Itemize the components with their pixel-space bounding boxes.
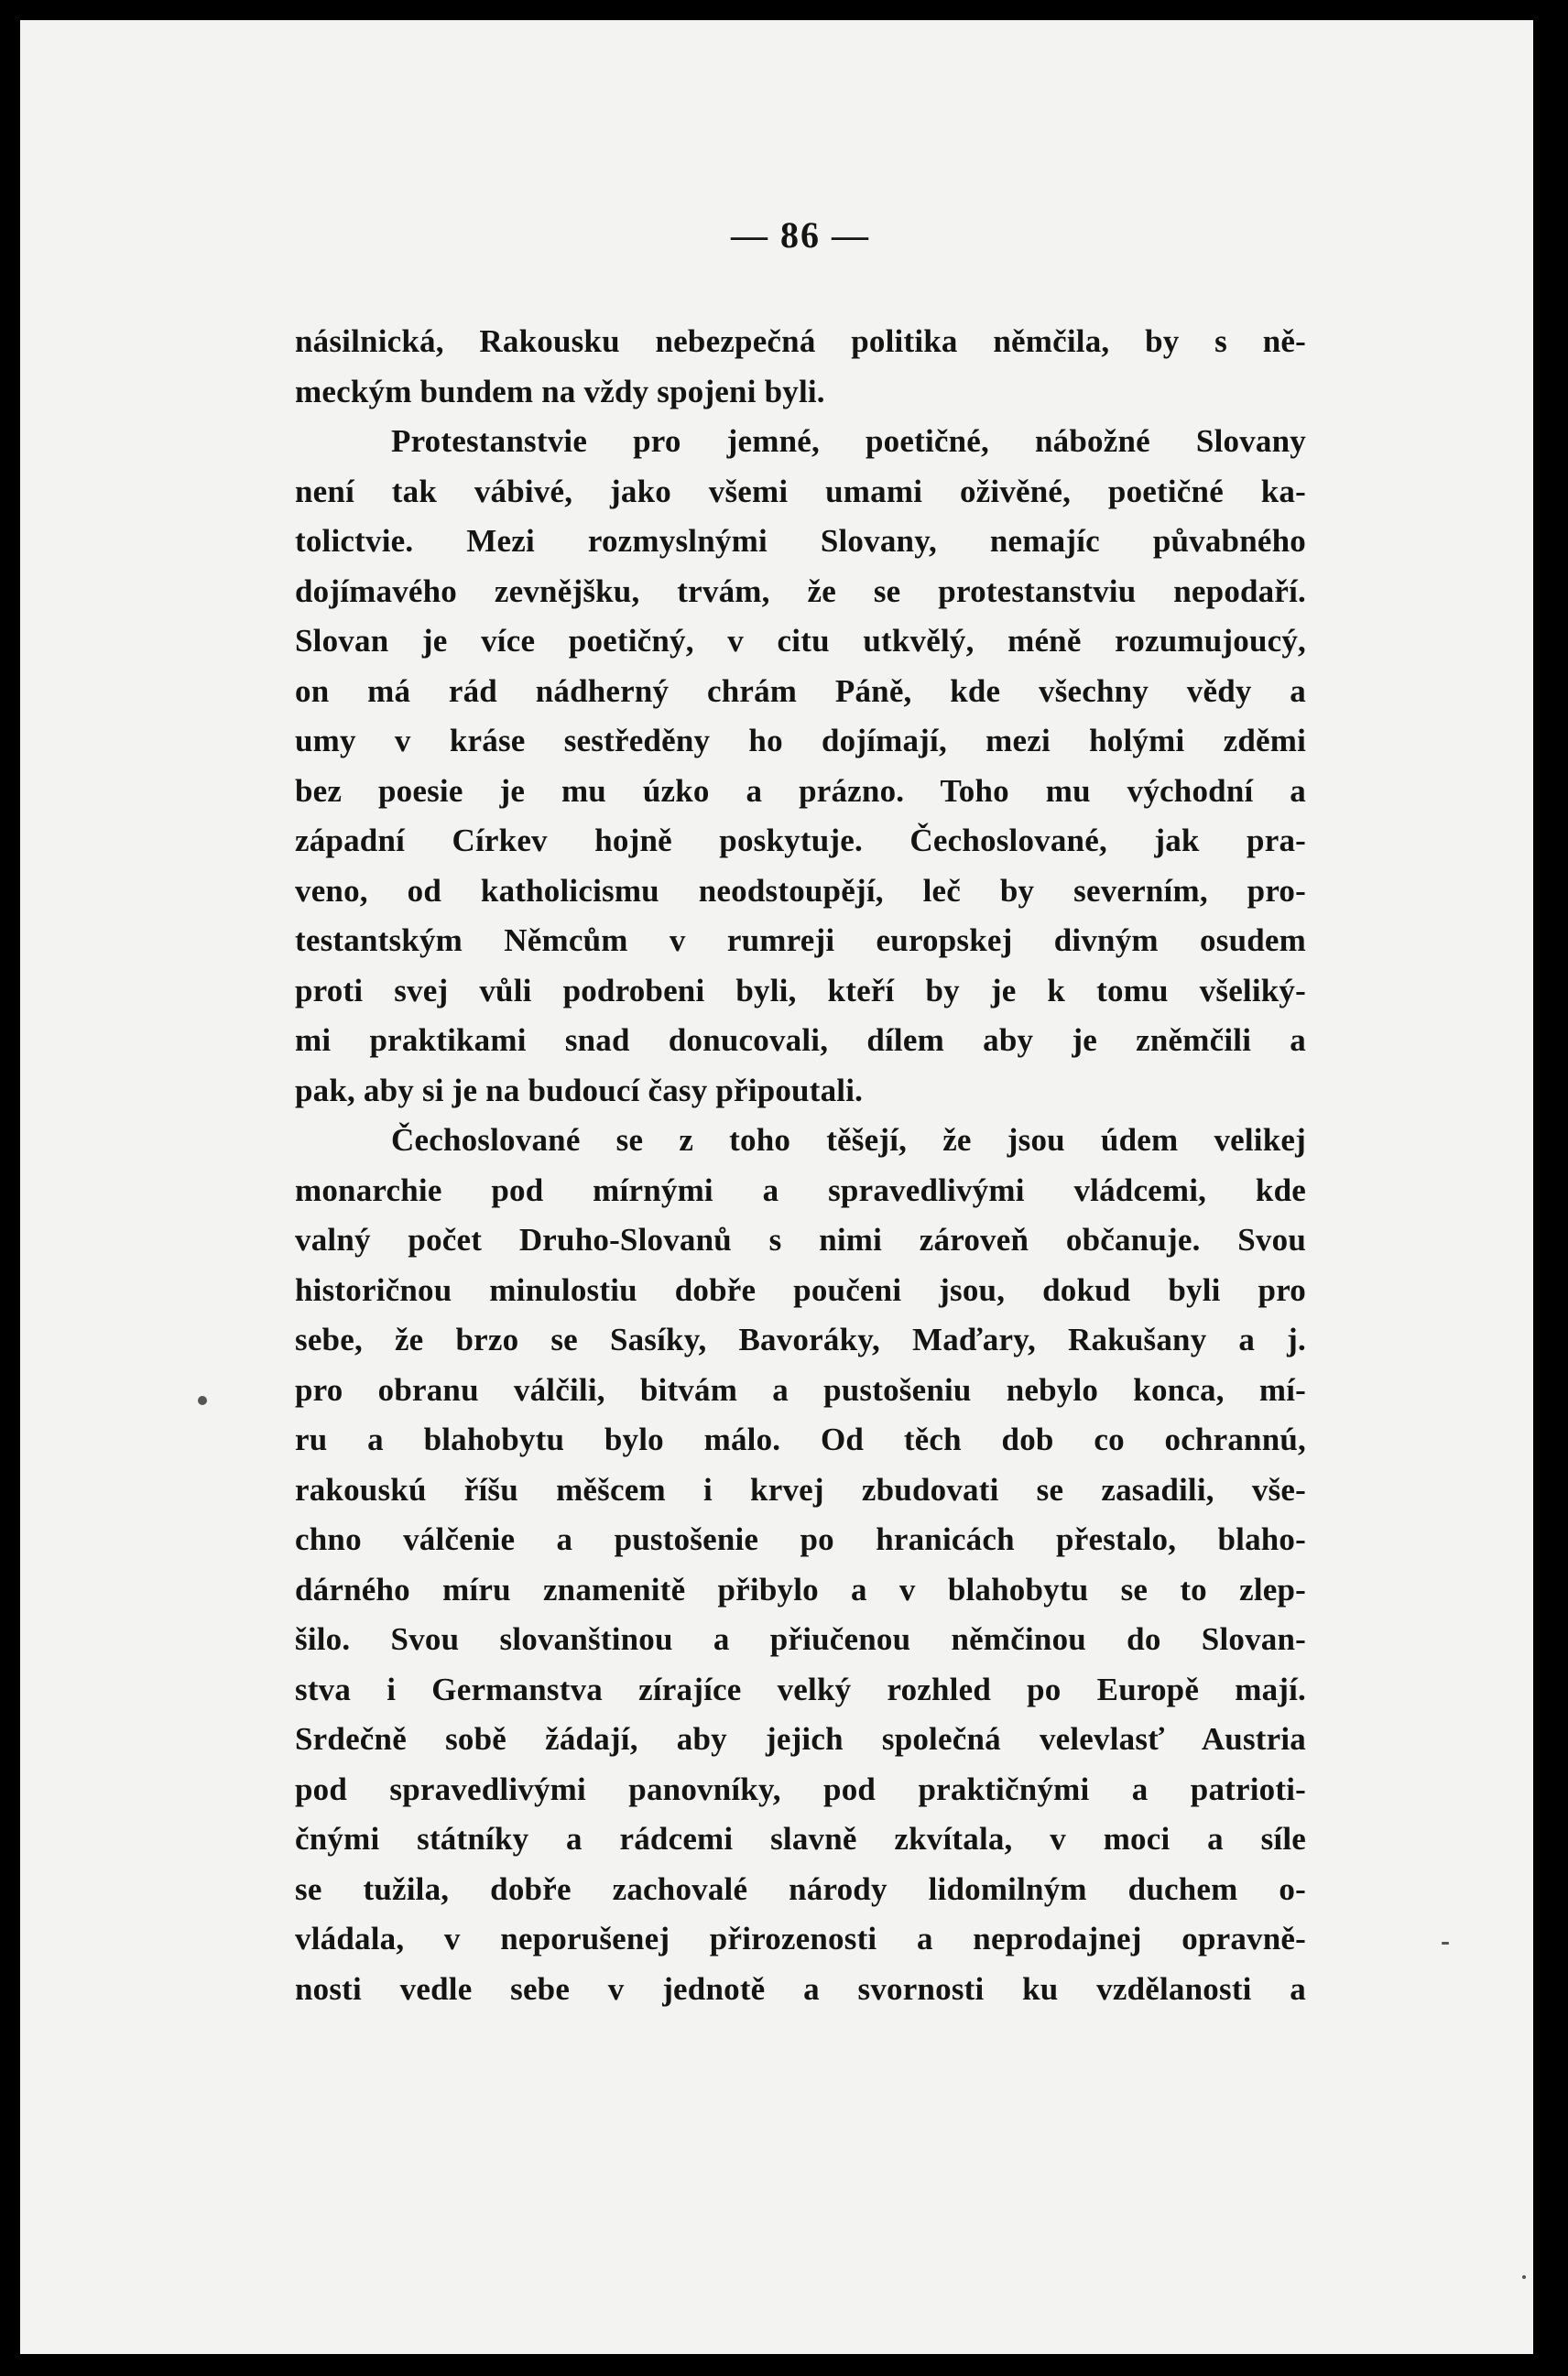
page-number: — 86 —: [731, 214, 870, 256]
text-line: čnými státníky a rádcemi slavně zkvítala, v moci a síle: [295, 1821, 1306, 1857]
text-line: západní Církev hojně poskytuje. Čechoslované, jak pra-: [295, 823, 1306, 858]
text-line: meckým bundem na vždy spojeni byli.: [295, 373, 825, 409]
text-line: veno, od katholicismu neodstoupějí, leč by severním, pro-: [295, 872, 1306, 909]
text-line: sebe, že brzo se Sasíky, Bavoráky, Maďary, Rakušany a j.: [295, 1322, 1306, 1357]
text-line: pod spravedlivými panovníky, pod praktičnými a patrioti-: [295, 1771, 1306, 1807]
text-line: Čechoslované se z toho těšejí, že jsou údem velikej: [391, 1122, 1306, 1158]
paragraph: [295, 417, 1306, 1116]
paragraph: [295, 317, 1306, 417]
paragraph: [295, 1116, 1306, 2014]
text-line: násilnická, Rakousku nebezpečná politika němčila, by s ně-: [295, 323, 1306, 359]
text-line: Protestanstvie pro jemné, poetičné, nábožné Slovany: [391, 423, 1306, 459]
text-line: vládala, v neporušenej přirozenosti a neprodajnej opravně-: [295, 1921, 1306, 1956]
body-text: [295, 317, 1306, 2014]
text-line: stva i Germanstva zírajíce velký rozhled po Europě mají.: [295, 1671, 1306, 1707]
text-line: šilo. Svou slovanštinou a přiučenou němčinou do Slovan-: [295, 1621, 1306, 1657]
text-line: Srdečně sobě žádají, aby jejich společná velevlasť Austria: [295, 1721, 1306, 1757]
text-line: proti svej vůli podrobeni byli, kteří by je k tomu všeliký-: [295, 972, 1306, 1008]
text-line: pro obranu válčili, bitvám a pustošeniu nebylo konca, mí-: [295, 1371, 1306, 1408]
text-line: dojímavého zevnějšku, trvám, že se protestanstviu nepodaří.: [295, 572, 1306, 609]
ink-speck: [1522, 2275, 1526, 2279]
text-line: Slovan je více poetičný, v citu utkvělý, méně rozumujoucý,: [295, 623, 1306, 659]
text-line: nosti vedle sebe v jednotě a svornosti ku vzdělanosti a: [295, 1970, 1306, 2007]
text-line: pak, aby si je na budoucí časy připoutali.: [295, 1072, 864, 1108]
book-page: [20, 20, 1533, 2354]
text-line: tolictvie. Mezi rozmyslnými Slovany, nemajíc půvabného: [295, 523, 1306, 559]
text-line: mi praktikami snad donucovali, dílem aby je zněmčili a: [295, 1022, 1306, 1058]
page-content: [295, 211, 1306, 2014]
text-line: není tak vábivé, jako všemi umami oživěné, poetičné ka-: [295, 473, 1306, 509]
text-line: dárného míru znamenitě přibylo a v blahobytu se to zlep-: [295, 1571, 1306, 1608]
text-line: se tužila, dobře zachovalé národy lidomilným duchem o-: [295, 1870, 1306, 1907]
text-line: historičnou minulostiu dobře poučeni jsou, dokud byli pro: [295, 1271, 1306, 1308]
text-line: testantským Němcům v rumreji europskej divným osudem: [295, 922, 1306, 958]
text-line: umy v kráse sestředěny ho dojímají, mezi holými zděmi: [295, 723, 1306, 758]
ink-speck: [1442, 1942, 1449, 1945]
text-line: monarchie pod mírnými a spravedlivými vládcemi, kde: [295, 1172, 1306, 1208]
text-line: bez poesie je mu úzko a prázno. Toho mu východní a: [295, 772, 1306, 809]
text-line: rakouskú říšu měšcem i krvej zbudovati se zasadili, vše-: [295, 1471, 1306, 1508]
text-line: ru a blahobytu bylo málo. Od těch dob co ochrannú,: [295, 1422, 1306, 1457]
text-line: chno válčenie a pustošenie po hranicách přestalo, blaho-: [295, 1521, 1306, 1557]
text-line: on má rád nádherný chrám Páně, kde všechny vědy a: [295, 672, 1306, 709]
ink-speck: [198, 1396, 207, 1405]
text-line: valný počet Druho-Slovanů s nimi zároveň občanuje. Svou: [295, 1222, 1306, 1258]
